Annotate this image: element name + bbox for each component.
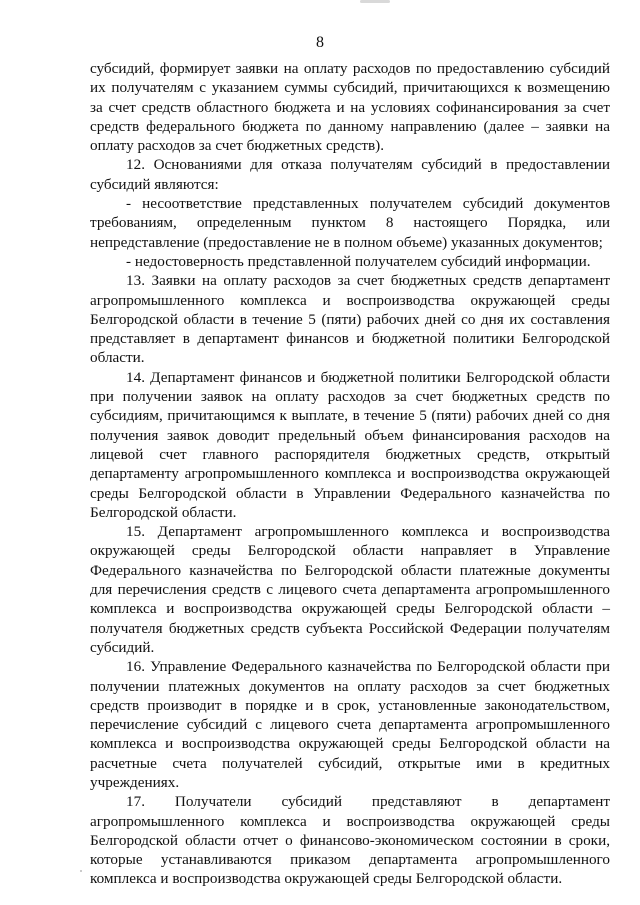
document-body: [90, 59, 610, 889]
paragraph-item-15: 15. Департамент агропромышленного комплекса и воспроизводства окружающей среды Белгородской области направляет в Управление Федерального казначейства по Белгородской области платежные документы для перечисления средств с лицевого счета департамента агропромышленного комплекса и воспроизводства окружающей среды Белгородской области – получателя бюджетных средств субъекта Российской Федерации получателям субсидий.: [90, 523, 610, 656]
paragraph-continuation: субсидий, формирует заявки на оплату расходов по предоставлению субсидий их получателям с указанием суммы субсидий, причитающихся к возмещению за счет средств областного бюджета и на условиях софинансирования за счет средств федерального бюджета по данному направлению (далее – заявки на оплату расходов за счет бюджетных средств).: [90, 60, 610, 155]
paragraph-item-16: 16. Управление Федерального казначейства по Белгородской области при получении платежных документов на оплату расходов за счет бюджетных средств производит в порядке и в срок, установленные законодательством, перечисление субсидий с лицевого счета департамента агропромышленного комплекса и воспроизводства окружающей среды Белгородской области на расчетные счета получателей субсидий, открытые ими в кредитных учреждениях.: [90, 658, 610, 791]
paragraph-item-14: 14. Департамент финансов и бюджетной политики Белгородской области при получении заявок на оплату расходов за счет бюджетных средств по субсидиям, причитающимся к выплате, в течение 5 (пяти) рабочих дней со дня получения заявок доводит предельный объем финансирования расходов на лицевой счет главного распорядителя бюджетных средств, открытый департаменту агропромышленного комплекса и воспроизводства окружающей среды Белгородской области в Управлении Федерального казначейства по Белгородской области.: [90, 368, 610, 521]
page-number: 8: [316, 34, 324, 51]
scan-artifact: [360, 0, 390, 3]
paragraph-item-12-bullet-2: - недостоверность представленной получателем субсидий информации.: [126, 252, 591, 270]
paragraph-item-12-bullet-1: - несоответствие представленных получателем субсидий документов требованиям, определенным пунктом 8 настоящего Порядка, или непредставление (предоставление не в полном объеме) указанных документов;: [90, 195, 610, 251]
paragraph-item-17: 17. Получатели субсидий представляют в департамент агропромышленного комплекса и воспроизводства окружающей среды Белгородской области отчет о финансово-экономическом состоянии в сроки, которые устанавливаются приказом департамента агропромышленного комплекса и воспроизводства окружающей среды Белгородской области.: [90, 793, 610, 888]
paragraph-item-13: 13. Заявки на оплату расходов за счет бюджетных средств департамент агропромышленного комплекса и воспроизводства окружающей среды Белгородской области в течение 5 (пяти) рабочих дней со дня их составления представляет в департамент финансов и бюджетной политики Белгородской области.: [90, 272, 610, 367]
scan-speck: [80, 870, 82, 872]
paragraph-item-12: 12. Основаниями для отказа получателям субсидий в предоставлении субсидий являются:: [90, 156, 610, 193]
